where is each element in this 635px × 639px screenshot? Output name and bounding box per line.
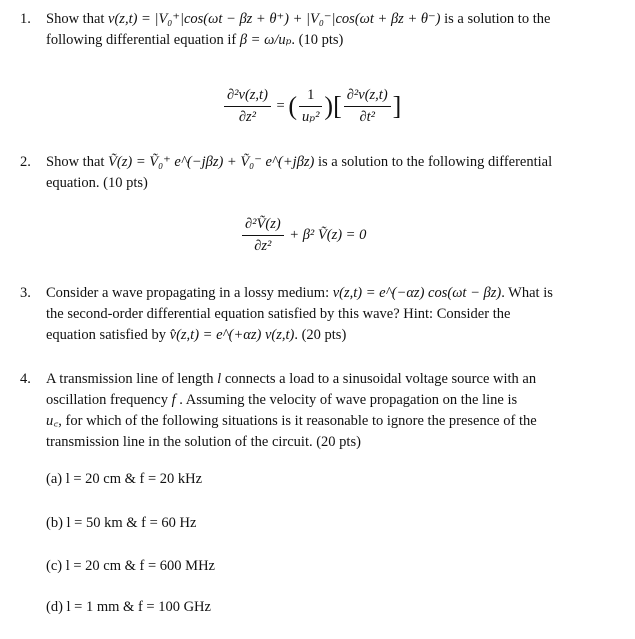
problem-number: 4. <box>20 371 31 387</box>
denominator: ∂z² <box>254 238 272 255</box>
option-b: (b) l = 50 km & f = 60 Hz <box>46 515 197 531</box>
problem-text-line <box>46 369 610 390</box>
text: Show that <box>46 11 105 27</box>
problem-text-line <box>46 283 610 304</box>
text: equation satisfied by <box>46 327 167 344</box>
problem-text-line <box>46 30 610 51</box>
problem-number: 3. <box>20 285 31 301</box>
problem-text-line: equation. (10 pts) <box>46 175 148 192</box>
fraction <box>299 85 322 128</box>
text: Consider a wave propagating in a lossy medium: <box>46 285 330 301</box>
problem-text-line <box>46 325 610 346</box>
equation-rest: + β² Ṽ(z) = 0 <box>289 226 367 243</box>
text: . (20 pts) <box>294 327 347 344</box>
math-expression: v(z,t) = |V₀⁺|cos(ωt − βz + θ⁺) + |V₀⁻|cos(ωt + βz + θ⁻) <box>108 11 441 27</box>
problem-2 <box>20 152 610 194</box>
option-d: (d) l = 1 mm & f = 100 GHz <box>46 599 211 615</box>
option-a: (a) l = 20 cm & f = 20 kHz <box>46 471 203 487</box>
text: following differential equation if <box>46 32 237 49</box>
problem-text-line <box>46 9 610 30</box>
text: . Assuming the velocity of wave propagation on the line is <box>179 392 518 409</box>
text: A transmission line of length <box>46 371 214 387</box>
text: connects a load to a sinusoidal voltage source with an <box>224 371 537 387</box>
fraction <box>224 85 271 128</box>
problem-text-line: transmission line in the solution of the circuit. (20 pts) <box>46 434 361 451</box>
fraction <box>344 85 391 128</box>
text: is a solution to the following differential <box>318 154 553 170</box>
math-variable: u꜀ <box>46 413 59 430</box>
math-expression: Ṽ(z) = Ṽ₀⁺ e^(−jβz) + Ṽ₀⁻ e^(+jβz) <box>108 154 315 170</box>
math-expression: β = ω/uₚ <box>239 32 292 49</box>
equation-1: $\frac{\text{∂²v(z,t)}}{\text{∂z²}}$ = ( $\frac{1}{\text{uₚ²}}$ )[ $\frac{\text{∂²v(z,t)}}{\text{∂t²}}$ ] <box>222 85 401 128</box>
text: . What is <box>501 285 553 301</box>
denominator: ∂z² <box>238 109 257 126</box>
equation-2 <box>240 214 366 257</box>
problem-3 <box>20 283 610 346</box>
text: oscillation frequency <box>46 392 168 409</box>
math-expression: v(z,t) = e^(−αz) cos(ωt − βz) <box>332 285 502 301</box>
numerator: ∂²v(z,t) <box>224 85 271 107</box>
problem-text-line <box>46 390 610 411</box>
numerator: ∂²Ṽ(z) <box>242 214 284 236</box>
text: , for which of the following situations is it reasonable to ignore the presence of the <box>58 413 537 430</box>
math-expression: v̂(z,t) = e^(+αz) v(z,t) <box>169 327 295 344</box>
denominator: ∂t² <box>359 109 375 126</box>
problem-text-line: the second-order differential equation satisfied by this wave? Hint: Consider the <box>46 306 511 323</box>
numerator: ∂²v(z,t) <box>344 85 391 107</box>
problem-number: 1. <box>20 11 31 27</box>
fraction <box>242 214 284 257</box>
text: is a solution to the <box>444 11 551 27</box>
numerator: 1 <box>299 85 322 107</box>
problem-number: 2. <box>20 154 31 170</box>
equals-sign: = <box>276 97 285 114</box>
problem-text-line <box>46 152 610 173</box>
math-variable: l <box>217 371 222 387</box>
denominator: uₚ² <box>302 109 320 126</box>
problem-1 <box>20 9 610 51</box>
option-c: (c) l = 20 cm & f = 600 MHz <box>46 558 215 574</box>
problem-4 <box>20 369 610 453</box>
text: Show that <box>46 154 105 170</box>
math-variable: f <box>171 392 176 409</box>
problem-text-line <box>46 411 610 432</box>
text: . (10 pts) <box>291 32 344 49</box>
